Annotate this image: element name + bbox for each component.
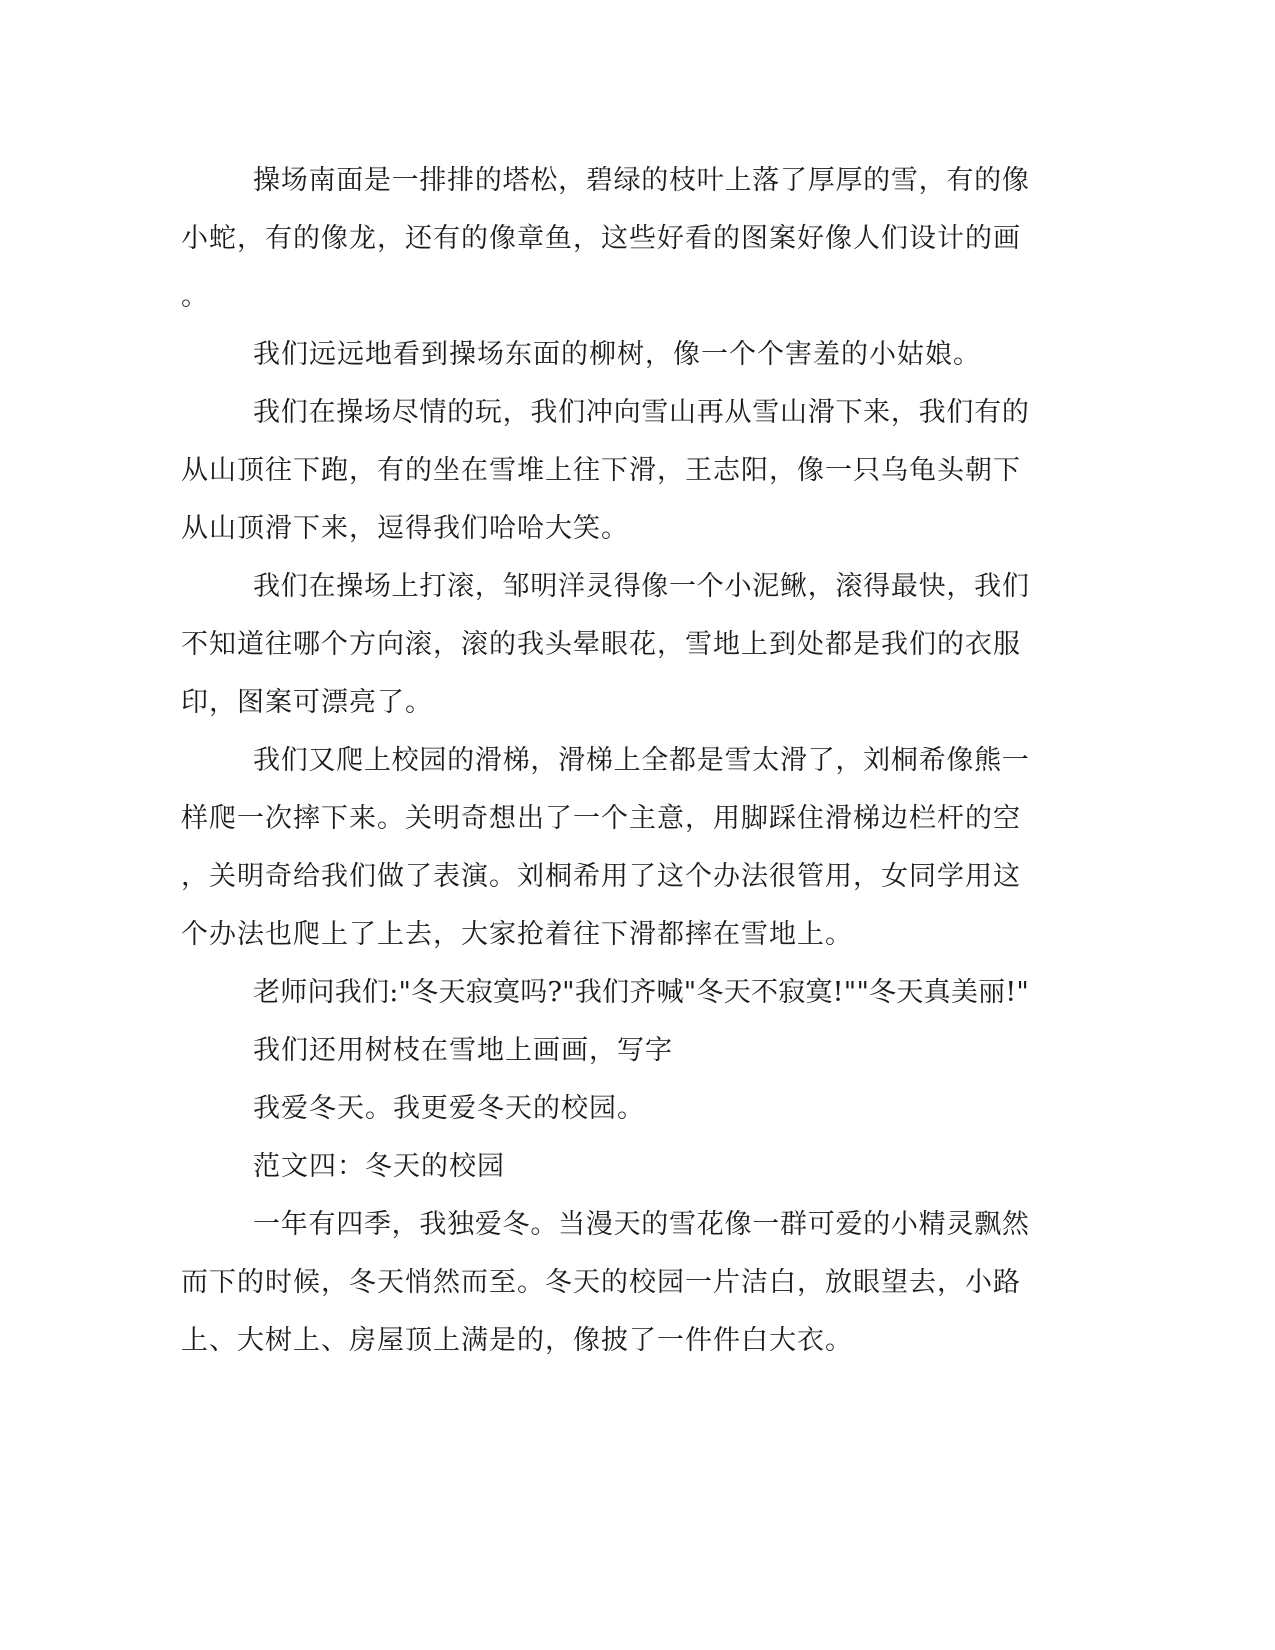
- text-line: 一年有四季，我独爱冬。当漫天的雪花像一群可爱的小精灵飘然: [253, 1209, 1030, 1240]
- text-line: 我们又爬上校园的滑梯，滑梯上全都是雪太滑了，刘桐希像熊一: [253, 745, 1030, 776]
- text-line: 个办法也爬上了上去，大家抢着往下滑都摔在雪地上。: [181, 919, 853, 950]
- document-body: [181, 152, 1031, 1370]
- text-line: 而下的时候，冬天悄然而至。冬天的校园一片洁白，放眼望去，小路: [181, 1267, 1021, 1298]
- text-line: 我爱冬天。我更爱冬天的校园。: [253, 1093, 645, 1124]
- text-line: 操场南面是一排排的塔松，碧绿的枝叶上落了厚厚的雪，有的像: [253, 165, 1030, 196]
- text-line: 我们远远地看到操场东面的柳树，像一个个害羞的小姑娘。: [253, 339, 981, 370]
- text-line: 老师问我们:"冬天寂寞吗?"我们齐喊"冬天不寂寞!""冬天真美丽!": [253, 977, 1030, 1008]
- section-heading: 范文四：冬天的校园: [253, 1151, 505, 1182]
- text-line: 不知道往哪个方向滚，滚的我头晕眼花，雪地上到处都是我们的衣服: [181, 629, 1021, 660]
- text-line: 我们在操场尽情的玩，我们冲向雪山再从雪山滑下来，我们有的: [253, 397, 1030, 428]
- text-line: 样爬一次摔下来。关明奇想出了一个主意，用脚踩住滑梯边栏杆的空: [181, 803, 1021, 834]
- text-line: ，关明奇给我们做了表演。刘桐希用了这个办法很管用，女同学用这: [181, 861, 1021, 892]
- text-line: 。: [181, 281, 209, 312]
- text-line: 从山顶往下跑，有的坐在雪堆上往下滑，王志阳，像一只乌龟头朝下: [181, 455, 1021, 486]
- text-line: 从山顶滑下来，逗得我们哈哈大笑。: [181, 513, 629, 544]
- text-line: 我们在操场上打滚，邹明洋灵得像一个小泥鳅，滚得最快，我们: [253, 571, 1030, 602]
- text-line: 上、大树上、房屋顶上满是的，像披了一件件白大衣。: [181, 1325, 853, 1356]
- text-line: 印，图案可漂亮了。: [181, 687, 433, 718]
- text-line: 我们还用树枝在雪地上画画，写字: [253, 1035, 673, 1066]
- text-line: 小蛇，有的像龙，还有的像章鱼，这些好看的图案好像人们设计的画: [181, 223, 1021, 254]
